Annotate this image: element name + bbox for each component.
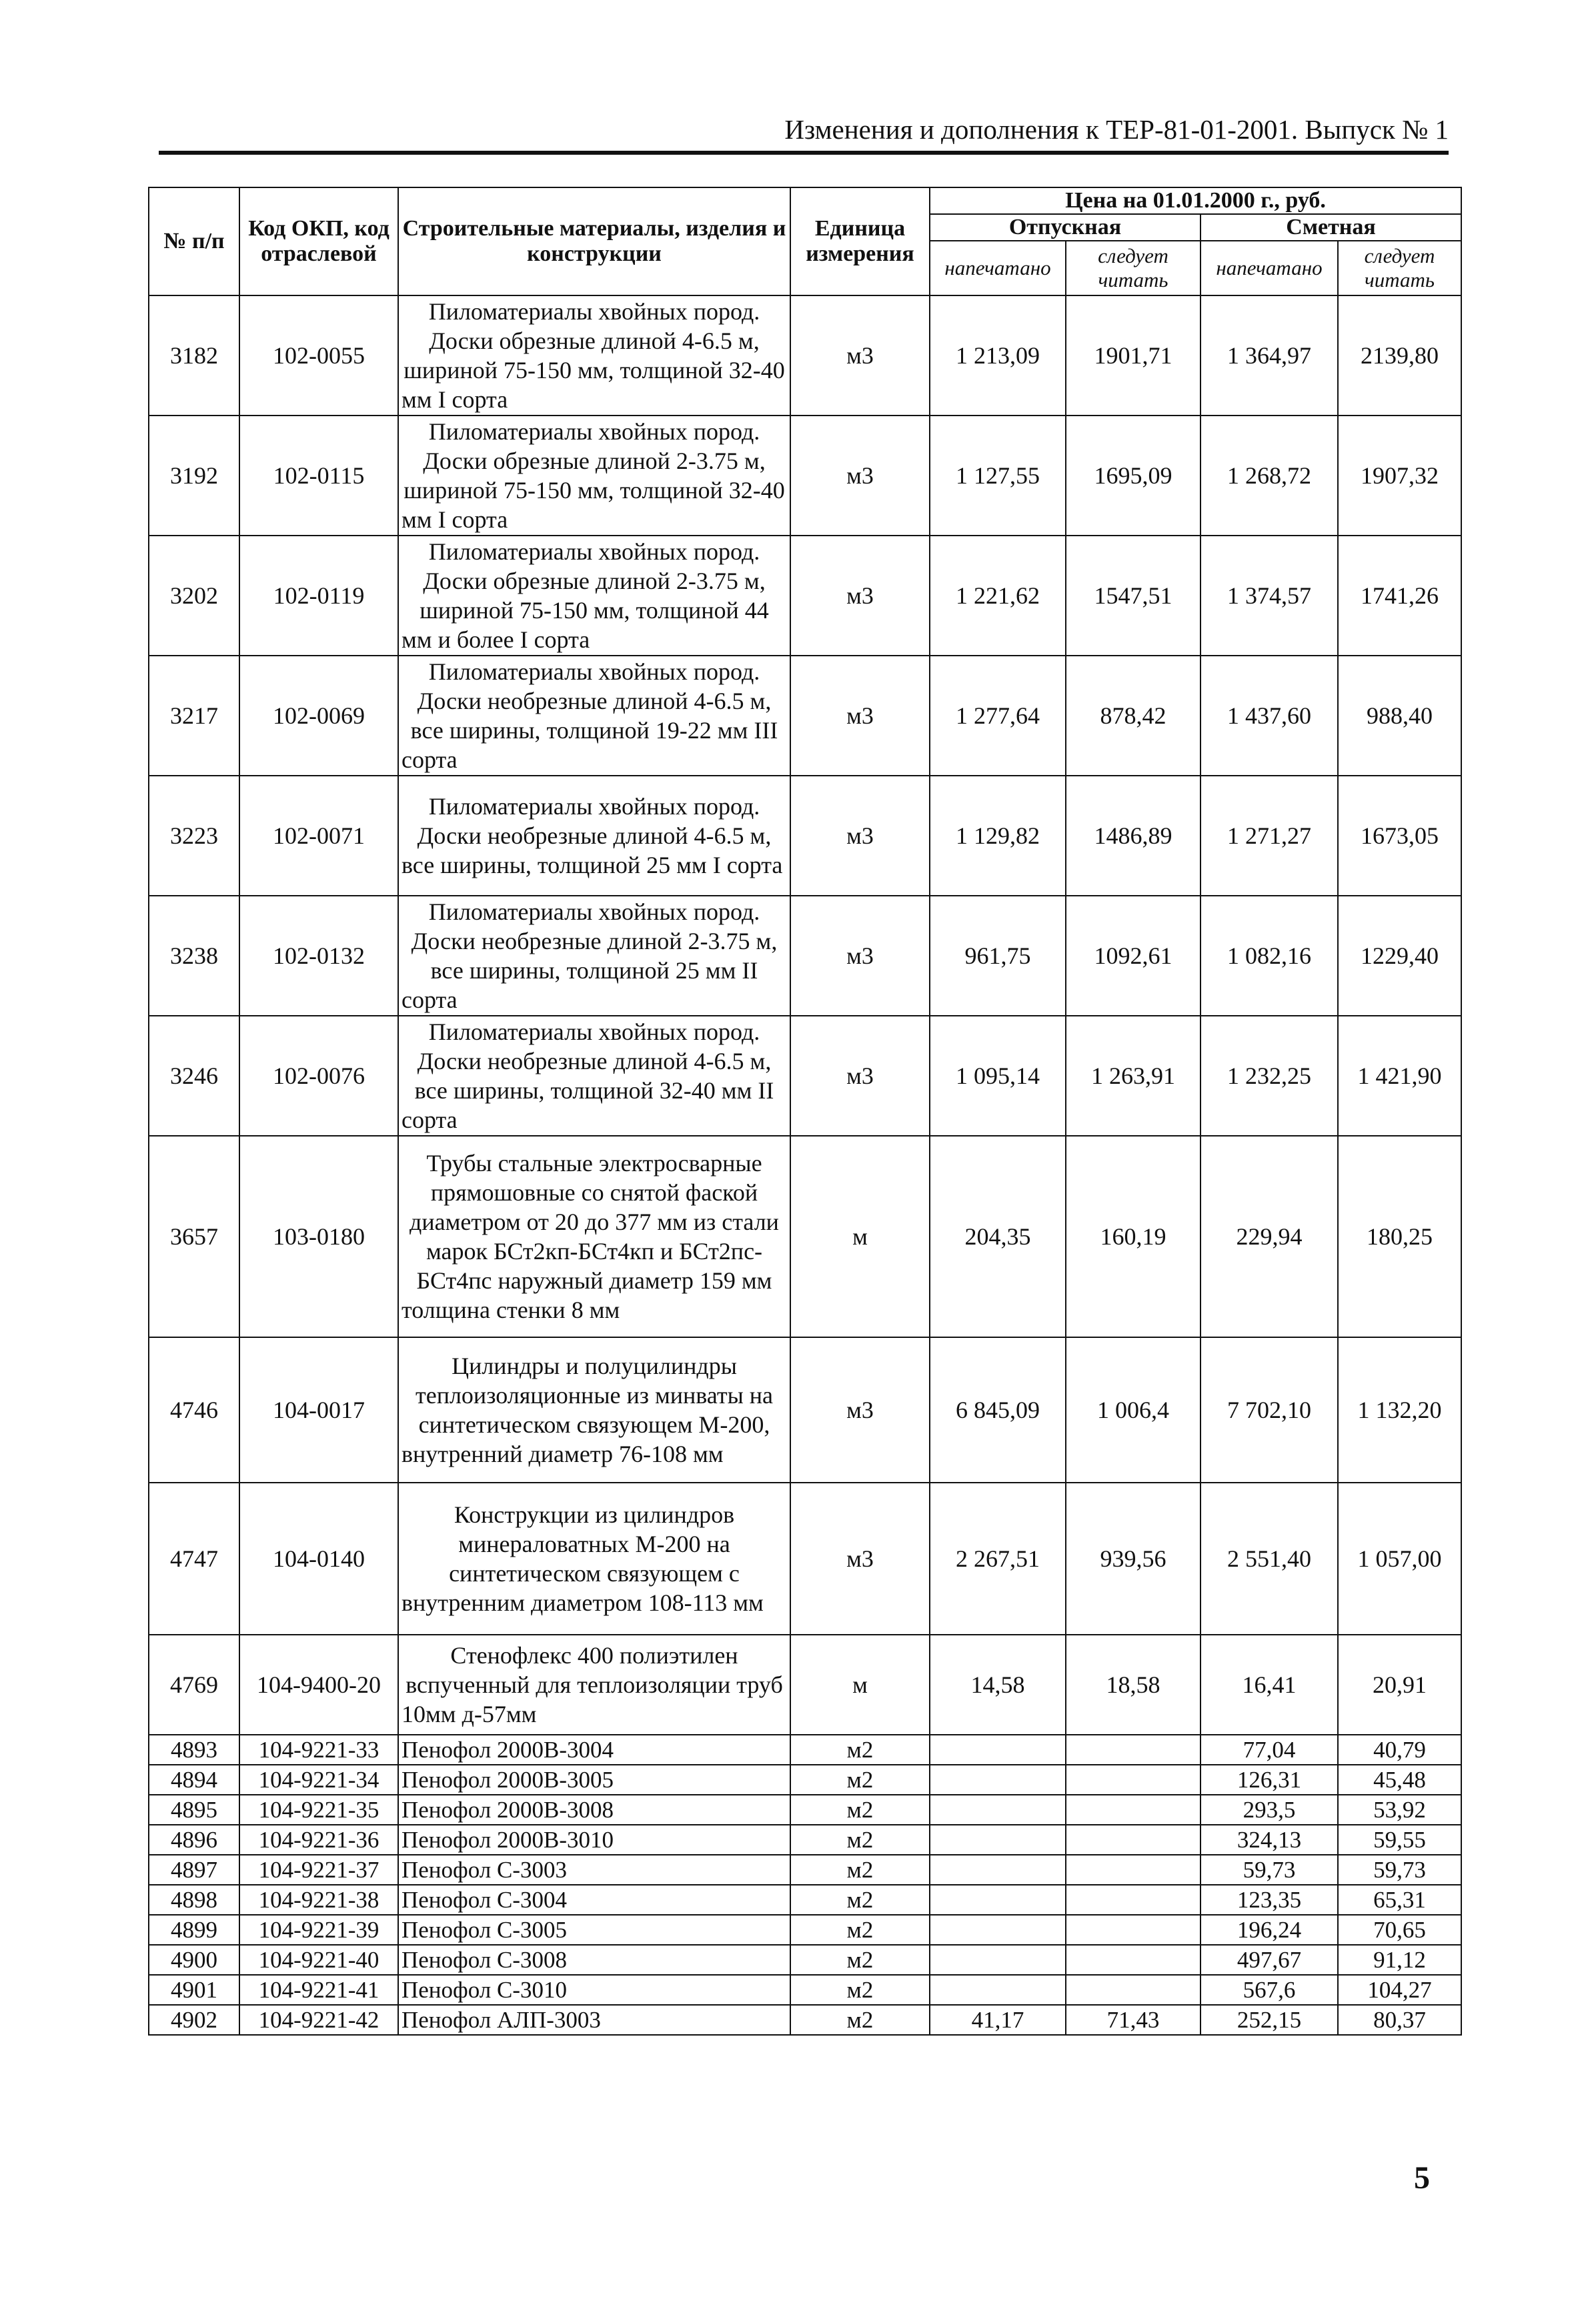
- row-name: Пиломатериалы хвойных пород. Доски необрезные длиной 4-6.5 м, все ширины, толщиной 25 мм I сорта: [398, 776, 790, 896]
- table-row: [149, 776, 1461, 896]
- row-release-should: [1066, 1975, 1201, 2005]
- row-estimate-printed: 324,13: [1201, 1825, 1338, 1855]
- row-release-printed: 1 221,62: [930, 536, 1066, 656]
- header-price: Цена на 01.01.2000 г., руб.: [930, 187, 1461, 214]
- row-release-printed: 1 127,55: [930, 416, 1066, 536]
- row-unit: м: [790, 1635, 930, 1735]
- row-estimate-should: 20,91: [1338, 1635, 1461, 1735]
- header-unit: Единица измерения: [790, 187, 930, 295]
- row-estimate-printed: 1 268,72: [1201, 416, 1338, 536]
- row-code: 104-9221-37: [239, 1855, 398, 1885]
- row-num: 3657: [149, 1136, 239, 1337]
- row-release-should: [1066, 1885, 1201, 1915]
- row-release-should: 1 006,4: [1066, 1337, 1201, 1483]
- table-row: [149, 295, 1461, 416]
- row-estimate-should: 59,55: [1338, 1825, 1461, 1855]
- table-row: [149, 1016, 1461, 1136]
- row-name: Стенофлекс 400 полиэтилен вспученный для теплоизоляции труб 10мм д-57мм: [398, 1635, 790, 1735]
- row-code: 104-9221-39: [239, 1915, 398, 1945]
- row-unit: м3: [790, 416, 930, 536]
- row-num: 4900: [149, 1945, 239, 1975]
- row-release-should: 878,42: [1066, 656, 1201, 776]
- row-unit: м2: [790, 1765, 930, 1795]
- header-release-should: следует читать: [1066, 241, 1201, 295]
- table-row: [149, 1795, 1461, 1825]
- row-estimate-should: 1 132,20: [1338, 1337, 1461, 1483]
- row-unit: м2: [790, 1945, 930, 1975]
- header-code: Код ОКП, код отраслевой: [239, 187, 398, 295]
- row-release-printed: 1 213,09: [930, 295, 1066, 416]
- row-release-should: [1066, 1765, 1201, 1795]
- row-estimate-printed: 1 271,27: [1201, 776, 1338, 896]
- row-unit: м2: [790, 1975, 930, 2005]
- row-unit: м2: [790, 1885, 930, 1915]
- table-row: [149, 896, 1461, 1016]
- table-row: [149, 656, 1461, 776]
- header-name: Строительные материалы, изделия и конструкции: [398, 187, 790, 295]
- row-release-should: 160,19: [1066, 1136, 1201, 1337]
- row-name: Пенофол С-3010: [398, 1975, 790, 2005]
- table-row: [149, 2005, 1461, 2035]
- row-num: 3202: [149, 536, 239, 656]
- row-code: 103-0180: [239, 1136, 398, 1337]
- row-unit: м3: [790, 656, 930, 776]
- row-release-printed: [930, 1765, 1066, 1795]
- row-estimate-printed: 1 232,25: [1201, 1016, 1338, 1136]
- table-row: [149, 1945, 1461, 1975]
- row-unit: м3: [790, 1016, 930, 1136]
- table-row: [149, 1735, 1461, 1765]
- row-release-should: [1066, 1735, 1201, 1765]
- row-code: 102-0132: [239, 896, 398, 1016]
- row-estimate-printed: 252,15: [1201, 2005, 1338, 2035]
- row-code: 102-0115: [239, 416, 398, 536]
- price-changes-table: [148, 187, 1462, 2036]
- row-estimate-should: 1 057,00: [1338, 1483, 1461, 1635]
- row-name: Пенофол АЛП-3003: [398, 2005, 790, 2035]
- row-release-should: 71,43: [1066, 2005, 1201, 2035]
- row-estimate-should: 1741,26: [1338, 536, 1461, 656]
- row-unit: м3: [790, 1483, 930, 1635]
- row-num: 4893: [149, 1735, 239, 1765]
- row-num: 4896: [149, 1825, 239, 1855]
- header-num: № п/п: [149, 187, 239, 295]
- row-code: 104-9221-35: [239, 1795, 398, 1825]
- row-estimate-printed: 1 364,97: [1201, 295, 1338, 416]
- row-release-should: 18,58: [1066, 1635, 1201, 1735]
- row-release-should: [1066, 1795, 1201, 1825]
- row-estimate-printed: 1 374,57: [1201, 536, 1338, 656]
- row-name: Пенофол 2000В-3008: [398, 1795, 790, 1825]
- row-unit: м3: [790, 776, 930, 896]
- row-num: 4894: [149, 1765, 239, 1795]
- row-release-printed: 6 845,09: [930, 1337, 1066, 1483]
- row-code: 102-0071: [239, 776, 398, 896]
- row-estimate-printed: 497,67: [1201, 1945, 1338, 1975]
- row-release-printed: [930, 1975, 1066, 2005]
- table-row: [149, 1975, 1461, 2005]
- row-code: 104-9400-20: [239, 1635, 398, 1735]
- row-name: Пенофол 2000В-3005: [398, 1765, 790, 1795]
- row-release-should: 939,56: [1066, 1483, 1201, 1635]
- row-unit: м2: [790, 1825, 930, 1855]
- running-header: Изменения и дополнения к ТЕР-81-01-2001. Выпуск № 1: [784, 114, 1449, 145]
- row-code: 104-9221-42: [239, 2005, 398, 2035]
- row-code: 104-9221-33: [239, 1735, 398, 1765]
- row-release-should: [1066, 1825, 1201, 1855]
- row-estimate-printed: 77,04: [1201, 1735, 1338, 1765]
- row-estimate-printed: 1 437,60: [1201, 656, 1338, 776]
- row-release-printed: [930, 1915, 1066, 1945]
- row-unit: м2: [790, 1915, 930, 1945]
- row-release-printed: [930, 1735, 1066, 1765]
- table-row: [149, 1915, 1461, 1945]
- row-estimate-should: 988,40: [1338, 656, 1461, 776]
- row-release-printed: [930, 1945, 1066, 1975]
- row-num: 3246: [149, 1016, 239, 1136]
- row-name: Пиломатериалы хвойных пород. Доски необрезные длиной 4-6.5 м, все ширины, толщиной 32-40 мм II сорта: [398, 1016, 790, 1136]
- row-unit: м3: [790, 536, 930, 656]
- row-release-printed: 1 277,64: [930, 656, 1066, 776]
- row-num: 4895: [149, 1795, 239, 1825]
- header-release-printed: напечатано: [930, 241, 1066, 295]
- row-name: Пенофол С-3003: [398, 1855, 790, 1885]
- row-name: Пиломатериалы хвойных пород. Доски обрезные длиной 4-6.5 м, шириной 75-150 мм, толщиной 32-40 мм I сорта: [398, 295, 790, 416]
- row-name: Конструкции из цилиндров минераловатных М-200 на синтетическом связующем с внутренним диаметром 108-113 мм: [398, 1483, 790, 1635]
- header-rule: [159, 151, 1449, 155]
- row-num: 3192: [149, 416, 239, 536]
- row-release-printed: [930, 1855, 1066, 1885]
- row-num: 3223: [149, 776, 239, 896]
- table-row: [149, 416, 1461, 536]
- row-estimate-printed: 16,41: [1201, 1635, 1338, 1735]
- row-name: Пиломатериалы хвойных пород. Доски необрезные длиной 2-3.75 м, все ширины, толщиной 25 мм II сорта: [398, 896, 790, 1016]
- row-release-should: 1092,61: [1066, 896, 1201, 1016]
- row-name: Пенофол 2000В-3010: [398, 1825, 790, 1855]
- row-num: 3182: [149, 295, 239, 416]
- table-row: [149, 1885, 1461, 1915]
- row-estimate-should: 2139,80: [1338, 295, 1461, 416]
- table-row: [149, 1337, 1461, 1483]
- table-row: [149, 1855, 1461, 1885]
- row-name: Пенофол С-3004: [398, 1885, 790, 1915]
- row-code: 104-9221-38: [239, 1885, 398, 1915]
- header-estimate: Сметная: [1201, 214, 1461, 241]
- row-release-printed: 2 267,51: [930, 1483, 1066, 1635]
- row-code: 104-0140: [239, 1483, 398, 1635]
- table-row: [149, 1136, 1461, 1337]
- row-name: Трубы стальные электросварные прямошовные со снятой фаской диаметром от 20 до 377 мм из стали марок БСт2кп-БСт4кп и БСт2пс-БСт4пс наружный диаметр 159 мм толщина стенки 8 мм: [398, 1136, 790, 1337]
- row-num: 4899: [149, 1915, 239, 1945]
- header-estimate-should: следует читать: [1338, 241, 1461, 295]
- table-row: [149, 1765, 1461, 1795]
- row-unit: м2: [790, 1795, 930, 1825]
- row-estimate-should: 70,65: [1338, 1915, 1461, 1945]
- row-estimate-should: 53,92: [1338, 1795, 1461, 1825]
- row-name: Пиломатериалы хвойных пород. Доски обрезные длиной 2-3.75 м, шириной 75-150 мм, толщиной 32-40 мм I сорта: [398, 416, 790, 536]
- row-num: 3217: [149, 656, 239, 776]
- row-num: 4898: [149, 1885, 239, 1915]
- row-num: 3238: [149, 896, 239, 1016]
- row-code: 104-9221-34: [239, 1765, 398, 1795]
- row-estimate-printed: 196,24: [1201, 1915, 1338, 1945]
- row-release-should: 1901,71: [1066, 295, 1201, 416]
- row-unit: м3: [790, 295, 930, 416]
- row-release-should: 1695,09: [1066, 416, 1201, 536]
- row-unit: м2: [790, 1735, 930, 1765]
- row-unit: м3: [790, 896, 930, 1016]
- row-num: 4746: [149, 1337, 239, 1483]
- row-code: 102-0119: [239, 536, 398, 656]
- table-row: [149, 1635, 1461, 1735]
- table-row: [149, 1825, 1461, 1855]
- header-release: Отпускная: [930, 214, 1201, 241]
- row-release-printed: [930, 1825, 1066, 1855]
- row-release-should: [1066, 1915, 1201, 1945]
- row-unit: м: [790, 1136, 930, 1337]
- row-code: 104-0017: [239, 1337, 398, 1483]
- row-release-should: 1547,51: [1066, 536, 1201, 656]
- row-unit: м2: [790, 2005, 930, 2035]
- row-name: Пенофол С-3008: [398, 1945, 790, 1975]
- row-estimate-printed: 126,31: [1201, 1765, 1338, 1795]
- row-release-printed: 961,75: [930, 896, 1066, 1016]
- row-name: Цилиндры и полуцилиндры теплоизоляционные из минваты на синтетическом связующем М-200, внутренний диаметр 76-108 мм: [398, 1337, 790, 1483]
- row-release-printed: 1 095,14: [930, 1016, 1066, 1136]
- row-estimate-should: 180,25: [1338, 1136, 1461, 1337]
- row-estimate-printed: 1 082,16: [1201, 896, 1338, 1016]
- row-estimate-printed: 567,6: [1201, 1975, 1338, 2005]
- row-estimate-printed: 229,94: [1201, 1136, 1338, 1337]
- row-estimate-should: 59,73: [1338, 1855, 1461, 1885]
- row-release-should: 1486,89: [1066, 776, 1201, 896]
- row-estimate-printed: 59,73: [1201, 1855, 1338, 1885]
- row-release-should: 1 263,91: [1066, 1016, 1201, 1136]
- row-release-printed: [930, 1885, 1066, 1915]
- row-estimate-should: 1907,32: [1338, 416, 1461, 536]
- row-num: 4902: [149, 2005, 239, 2035]
- row-estimate-printed: 2 551,40: [1201, 1483, 1338, 1635]
- row-code: 102-0055: [239, 295, 398, 416]
- row-estimate-printed: 123,35: [1201, 1885, 1338, 1915]
- row-code: 104-9221-41: [239, 1975, 398, 2005]
- row-unit: м2: [790, 1855, 930, 1885]
- row-name: Пиломатериалы хвойных пород. Доски обрезные длиной 2-3.75 м, шириной 75-150 мм, толщиной 44 мм и более I сорта: [398, 536, 790, 656]
- row-release-should: [1066, 1945, 1201, 1975]
- table-row: [149, 536, 1461, 656]
- row-release-printed: 41,17: [930, 2005, 1066, 2035]
- row-code: 102-0069: [239, 656, 398, 776]
- row-estimate-should: 1 421,90: [1338, 1016, 1461, 1136]
- row-num: 4897: [149, 1855, 239, 1885]
- row-name: Пенофол 2000В-3004: [398, 1735, 790, 1765]
- table-row: [149, 1483, 1461, 1635]
- row-release-printed: 14,58: [930, 1635, 1066, 1735]
- row-estimate-should: 65,31: [1338, 1885, 1461, 1915]
- row-name: Пенофол С-3005: [398, 1915, 790, 1945]
- row-num: 4901: [149, 1975, 239, 2005]
- row-code: 102-0076: [239, 1016, 398, 1136]
- row-estimate-should: 45,48: [1338, 1765, 1461, 1795]
- row-estimate-should: 80,37: [1338, 2005, 1461, 2035]
- row-unit: м3: [790, 1337, 930, 1483]
- row-num: 4769: [149, 1635, 239, 1735]
- row-code: 104-9221-40: [239, 1945, 398, 1975]
- header-estimate-printed: напечатано: [1201, 241, 1338, 295]
- row-estimate-printed: 7 702,10: [1201, 1337, 1338, 1483]
- row-release-printed: 1 129,82: [930, 776, 1066, 896]
- row-estimate-should: 1229,40: [1338, 896, 1461, 1016]
- row-release-should: [1066, 1855, 1201, 1885]
- row-estimate-should: 1673,05: [1338, 776, 1461, 896]
- row-estimate-should: 91,12: [1338, 1945, 1461, 1975]
- row-num: 4747: [149, 1483, 239, 1635]
- row-code: 104-9221-36: [239, 1825, 398, 1855]
- row-estimate-printed: 293,5: [1201, 1795, 1338, 1825]
- page-number: 5: [1414, 2160, 1430, 2196]
- row-estimate-should: 40,79: [1338, 1735, 1461, 1765]
- table-body: [149, 295, 1461, 2035]
- row-release-printed: 204,35: [930, 1136, 1066, 1337]
- row-estimate-should: 104,27: [1338, 1975, 1461, 2005]
- row-name: Пиломатериалы хвойных пород. Доски необрезные длиной 4-6.5 м, все ширины, толщиной 19-22 мм III сорта: [398, 656, 790, 776]
- row-release-printed: [930, 1795, 1066, 1825]
